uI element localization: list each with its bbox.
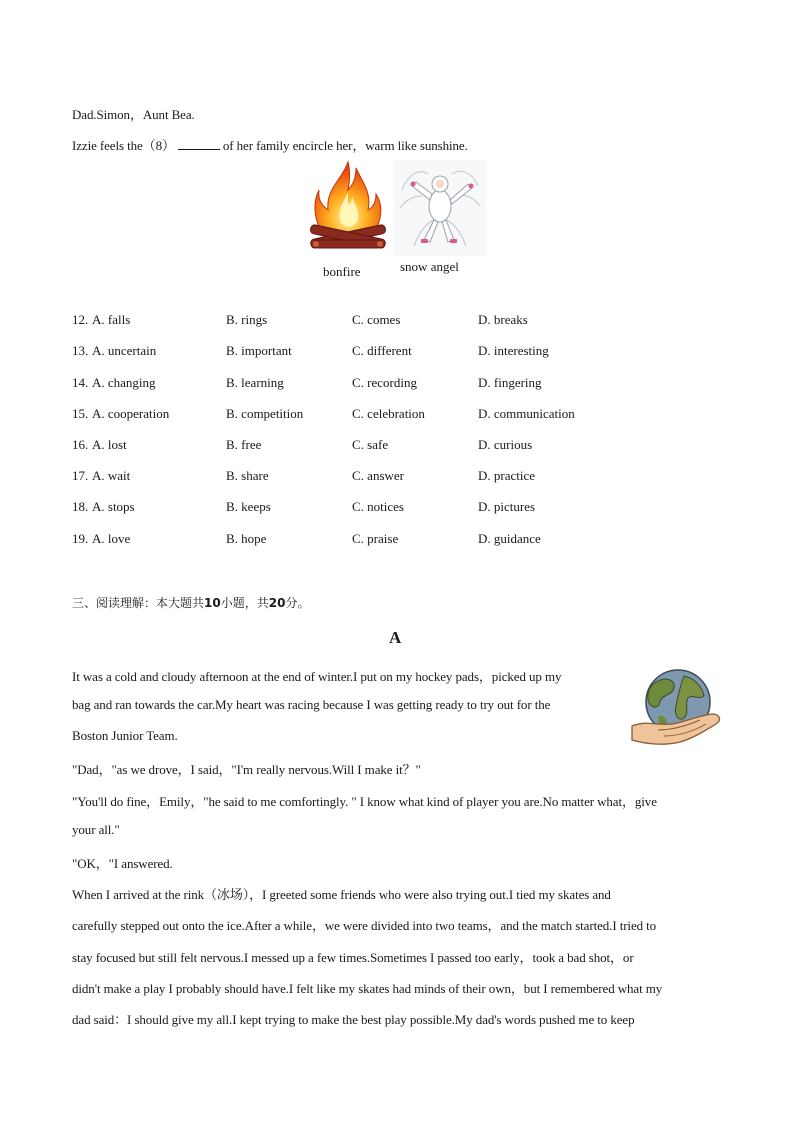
section-points: 20 — [268, 596, 286, 610]
passage-line: stay focused but still felt nervous.I messed up a few times.Sometimes I passed too early，took a bad shot，or — [72, 950, 634, 965]
option-c: C. safe — [352, 437, 389, 452]
passage-line: dad said：I should give my all.I kept trying to make the best play possible.My dad's words pushed me to keep — [72, 1012, 635, 1027]
bonfire-picture — [306, 158, 390, 258]
question-number: 17. — [72, 468, 89, 483]
question-number: 18. — [72, 499, 89, 514]
section-prefix: 三、阅读理解：本大题共 — [72, 596, 205, 610]
option-d: D. guidance — [478, 531, 541, 546]
question-8-prefix: Izzie feels the（8） — [72, 138, 175, 153]
option-b: B. share — [226, 468, 269, 483]
question-8-suffix: of her family encircle her，warm like sunshine. — [222, 138, 468, 153]
option-b: B. hope — [226, 531, 267, 546]
question-number: 12. — [72, 312, 89, 327]
section-heading — [72, 594, 309, 611]
option-a: A. love — [92, 531, 131, 546]
snow-angel-picture — [394, 160, 486, 256]
passage-line: carefully stepped out onto the ice.After a while，we were divided into two teams，and the match started.I tried to — [72, 918, 657, 933]
section-suffix: 分。 — [285, 596, 310, 610]
question-number: 14. — [72, 375, 89, 390]
option-b: B. competition — [226, 406, 304, 421]
option-c: C. praise — [352, 531, 399, 546]
option-b: B. important — [226, 343, 292, 358]
option-a: A. lost — [92, 437, 127, 452]
option-a: A. wait — [92, 468, 131, 483]
option-a: A. changing — [92, 375, 156, 390]
option-d: D. pictures — [478, 499, 536, 514]
option-c: C. answer — [352, 468, 404, 483]
earth-in-hand-icon — [628, 666, 724, 752]
section-count: 10 — [204, 596, 221, 610]
passage-line: bag and ran towards the car.My heart was racing because I was getting ready to try out for the — [72, 697, 551, 712]
option-c: C. comes — [352, 312, 401, 327]
snow-angel-caption: snow angel — [400, 259, 459, 274]
snow-angel-icon — [394, 160, 486, 256]
option-b: B. rings — [226, 312, 268, 327]
passage-line: your all." — [72, 822, 120, 837]
option-a: A. cooperation — [92, 406, 170, 421]
option-d: D. fingering — [478, 375, 542, 390]
option-a: A. stops — [92, 499, 135, 514]
option-d: D. breaks — [478, 312, 528, 327]
option-b: B. learning — [226, 375, 284, 390]
option-d: D. practice — [478, 468, 536, 483]
section-middle: 小题，共 — [220, 596, 269, 610]
text-line-family: Dad.Simon，Aunt Bea. — [72, 107, 195, 122]
option-c: C. celebration — [352, 406, 425, 421]
option-d: D. curious — [478, 437, 533, 452]
passage-line: "OK，"I answered. — [72, 856, 173, 871]
question-8-line — [72, 135, 468, 154]
passage-line: "Dad，"as we drove，I said，"I'm really nervous.Will I make it？" — [72, 762, 421, 777]
option-a: A. falls — [92, 312, 131, 327]
option-c: C. recording — [352, 375, 417, 390]
question-number: 15. — [72, 406, 89, 421]
option-b: B. free — [226, 437, 262, 452]
bonfire-icon — [306, 158, 390, 258]
passage-line: When I arrived at the rink（冰场），I greeted some friends who were also trying out.I tied my skates and — [72, 887, 611, 902]
option-a: A. uncertain — [92, 343, 157, 358]
option-d: D. communication — [478, 406, 575, 421]
passage-line: Boston Junior Team. — [72, 728, 178, 743]
answer-blank-8 — [178, 139, 220, 150]
option-d: D. interesting — [478, 343, 549, 358]
bonfire-caption: bonfire — [323, 264, 361, 279]
option-c: C. notices — [352, 499, 404, 514]
earth-picture — [628, 666, 724, 752]
passage-line: It was a cold and cloudy afternoon at the end of winter.I put on my hockey pads，picked up my — [72, 669, 562, 684]
option-c: C. different — [352, 343, 412, 358]
passage-line: "You'll do fine，Emily，"he said to me comfortingly. " I know what kind of player you are.No matter what，give — [72, 794, 657, 809]
question-number: 16. — [72, 437, 89, 452]
passage-line: didn't make a play I probably should have.I felt like my skates had minds of their own，but I remembered what my — [72, 981, 663, 996]
question-number: 19. — [72, 531, 89, 546]
option-b: B. keeps — [226, 499, 271, 514]
question-number: 13. — [72, 343, 89, 358]
passage-title: A — [389, 628, 402, 647]
